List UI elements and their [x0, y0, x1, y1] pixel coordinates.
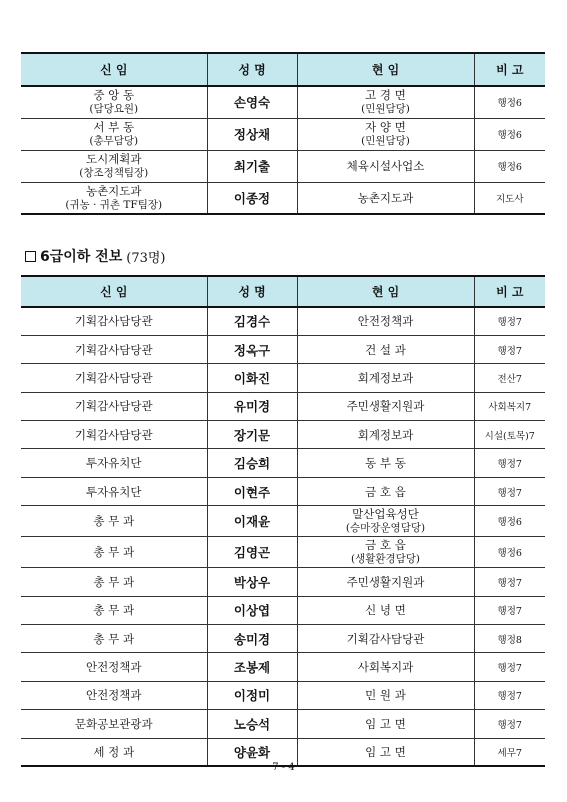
current-position-cell: [297, 392, 474, 420]
table-row: [21, 335, 545, 363]
name-cell: 이재윤: [207, 506, 297, 537]
header-current-position: 현 임: [297, 276, 474, 307]
table-row: [21, 86, 545, 118]
table-row: [21, 596, 545, 624]
current-position-cell-text: 임 고 면: [365, 745, 406, 760]
note-cell: 행정7: [474, 653, 545, 681]
position-cell: [21, 506, 207, 537]
note-cell: 행정6: [474, 537, 545, 568]
current-position-cell: [297, 307, 474, 335]
current-position-cell-subtext: (생활환경담당): [350, 553, 421, 566]
position-cell: [21, 477, 207, 505]
note-cell: 행정6: [474, 506, 545, 537]
personnel-table-promotion: [21, 52, 545, 215]
position-cell-text: 총 무 과: [93, 603, 135, 618]
position-cell: [21, 335, 207, 363]
position-cell-text: 투자유치단: [85, 484, 142, 499]
position-cell-text: 기획감사담당관: [74, 427, 153, 442]
position-cell: [21, 118, 207, 150]
note-cell: 행정6: [474, 86, 545, 118]
current-position-cell-text: 농촌지도과: [357, 190, 414, 205]
note-cell: 세무7: [474, 738, 545, 766]
current-position-cell: [297, 421, 474, 449]
current-position-cell-text: 임 고 면: [365, 716, 406, 731]
name-cell: 이정미: [207, 681, 297, 709]
header-note: 비 고: [474, 53, 545, 86]
table-body: [21, 307, 545, 766]
personnel-table-transfer: [21, 275, 545, 767]
note-cell: 행정7: [474, 449, 545, 477]
position-cell-text: 세 정 과: [93, 745, 135, 760]
position-cell-subtext: (담당요원): [89, 103, 139, 116]
current-position-cell-text: 안전정책과: [357, 314, 414, 329]
table-body: [21, 86, 545, 214]
note-cell: 사회복지7: [474, 392, 545, 420]
note-cell: 시설(토목)7: [474, 421, 545, 449]
note-cell: 행정7: [474, 477, 545, 505]
position-cell-text: 서 부 동: [93, 120, 135, 134]
name-cell: 이상엽: [207, 596, 297, 624]
name-cell: 노승석: [207, 710, 297, 738]
position-cell-text: 중 앙 동: [93, 88, 135, 103]
name-cell: 이현주: [207, 477, 297, 505]
current-position-cell: [297, 681, 474, 709]
name-cell: 송미경: [207, 625, 297, 653]
current-position-cell-text: 기획감사담당관: [346, 631, 425, 646]
current-position-cell: [297, 118, 474, 150]
table-header-row: [21, 276, 545, 307]
current-position-cell: [297, 364, 474, 392]
position-cell: [21, 596, 207, 624]
position-cell-text: 기획감사담당관: [74, 399, 153, 414]
name-cell: 양윤화: [207, 738, 297, 766]
position-cell: [21, 307, 207, 335]
position-cell-text: 농촌지도과: [85, 183, 142, 198]
current-position-cell-text: 사회복지과: [357, 660, 414, 675]
current-position-cell-text: 건 설 과: [365, 342, 406, 357]
note-cell: 전산7: [474, 364, 545, 392]
header-current-position: 현 임: [297, 53, 474, 86]
table-row: [21, 506, 545, 537]
position-cell-text: 기획감사담당관: [74, 314, 153, 329]
current-position-cell-text: 회계정보과: [357, 370, 414, 385]
current-position-cell-text: 주민생활지원과: [346, 574, 425, 589]
position-cell: [21, 625, 207, 653]
page-number: 7 - 4: [272, 762, 295, 773]
current-position-cell: [297, 506, 474, 537]
position-cell: [21, 86, 207, 118]
name-cell: 최기출: [207, 150, 297, 182]
current-position-cell: [297, 86, 474, 118]
position-cell: [21, 182, 207, 214]
header-name: 성 명: [207, 276, 297, 307]
position-cell: [21, 568, 207, 596]
position-cell: [21, 653, 207, 681]
table-row: [21, 182, 545, 214]
table-row: [21, 118, 545, 150]
current-position-cell-text: 회계정보과: [357, 427, 414, 442]
position-cell-text: 안전정책과: [85, 660, 142, 675]
header-note: 비 고: [474, 276, 545, 307]
position-cell: [21, 150, 207, 182]
table-row: [21, 449, 545, 477]
table-row: [21, 710, 545, 738]
square-bullet-icon: [25, 251, 36, 262]
position-cell-text: 총 무 과: [93, 574, 135, 589]
position-cell: [21, 537, 207, 568]
current-position-cell-text: 금 호 읍: [365, 538, 406, 553]
position-cell: [21, 392, 207, 420]
note-cell: 행정7: [474, 335, 545, 363]
name-cell: 박상우: [207, 568, 297, 596]
name-cell: 정상채: [207, 118, 297, 150]
position-cell-text: 문화공보관광과: [74, 716, 153, 731]
position-cell-subtext: (귀농 · 귀촌 TF팀장): [65, 198, 163, 211]
current-position-cell-text: 자 양 면: [365, 120, 406, 134]
section-title-text: 6급이하 전보: [40, 249, 123, 265]
name-cell: 이종정: [207, 182, 297, 214]
table-row: [21, 307, 545, 335]
current-position-cell-subtext: (민원담당): [361, 103, 410, 116]
name-cell: 김승희: [207, 449, 297, 477]
current-position-cell: [297, 568, 474, 596]
section-title: [25, 246, 166, 266]
name-cell: 이화진: [207, 364, 297, 392]
note-cell: 행정7: [474, 307, 545, 335]
header-new-position: 신 임: [21, 53, 207, 86]
current-position-cell-text: 금 호 읍: [365, 484, 406, 499]
name-cell: 김영곤: [207, 537, 297, 568]
note-cell: 행정6: [474, 150, 545, 182]
table-row: [21, 537, 545, 568]
position-cell-text: 기획감사담당관: [74, 342, 153, 357]
note-cell: 행정7: [474, 596, 545, 624]
position-cell-text: 총 무 과: [93, 545, 135, 560]
position-cell-text: 총 무 과: [93, 631, 135, 646]
note-cell: 행정7: [474, 710, 545, 738]
current-position-cell: [297, 477, 474, 505]
current-position-cell: [297, 150, 474, 182]
position-cell-text: 투자유치단: [85, 456, 142, 471]
table-header-row: [21, 53, 545, 86]
current-position-cell-subtext: (승마장운영담당): [345, 522, 426, 535]
position-cell-text: 도시계획과: [85, 152, 142, 166]
current-position-cell: [297, 625, 474, 653]
position-cell-text: 총 무 과: [93, 514, 135, 529]
table-row: [21, 392, 545, 420]
current-position-cell-text: 말산업육성단: [352, 507, 419, 522]
header-new-position: 신 임: [21, 276, 207, 307]
table-row: [21, 364, 545, 392]
name-cell: 김경수: [207, 307, 297, 335]
position-cell: [21, 710, 207, 738]
position-cell-subtext: (창조정책팀장): [79, 167, 149, 179]
current-position-cell-text: 체육시설사업소: [346, 159, 425, 173]
current-position-cell: [297, 335, 474, 363]
position-cell: [21, 449, 207, 477]
name-cell: 조봉제: [207, 653, 297, 681]
current-position-cell: [297, 449, 474, 477]
table-row: [21, 477, 545, 505]
section-count: (73명): [126, 250, 166, 266]
position-cell: [21, 681, 207, 709]
position-cell-text: 안전정책과: [85, 688, 142, 703]
note-cell: 행정8: [474, 625, 545, 653]
current-position-cell: [297, 710, 474, 738]
header-name: 성 명: [207, 53, 297, 86]
current-position-cell-text: 신 녕 면: [365, 603, 406, 618]
current-position-cell: [297, 596, 474, 624]
current-position-cell: [297, 653, 474, 681]
current-position-cell-text: 민 원 과: [365, 688, 406, 703]
note-cell: 행정6: [474, 118, 545, 150]
table-row: [21, 150, 545, 182]
current-position-cell-text: 주민생활지원과: [346, 399, 425, 414]
table-row: [21, 421, 545, 449]
name-cell: 장기문: [207, 421, 297, 449]
position-cell: [21, 421, 207, 449]
name-cell: 정옥구: [207, 335, 297, 363]
note-cell: 행정7: [474, 681, 545, 709]
table-row: [21, 625, 545, 653]
position-cell-text: 기획감사담당관: [74, 370, 153, 385]
name-cell: 손영숙: [207, 86, 297, 118]
note-cell: 행정7: [474, 568, 545, 596]
note-cell: 지도사: [474, 182, 545, 214]
position-cell-subtext: (총무담당): [89, 135, 139, 147]
table-row: [21, 568, 545, 596]
current-position-cell-subtext: (민원담당): [361, 135, 410, 147]
current-position-cell-text: 동 부 동: [365, 456, 406, 471]
current-position-cell: [297, 182, 474, 214]
position-cell: [21, 364, 207, 392]
current-position-cell: [297, 537, 474, 568]
table-row: [21, 681, 545, 709]
table-row: [21, 653, 545, 681]
current-position-cell-text: 고 경 면: [365, 88, 406, 103]
name-cell: 유미경: [207, 392, 297, 420]
